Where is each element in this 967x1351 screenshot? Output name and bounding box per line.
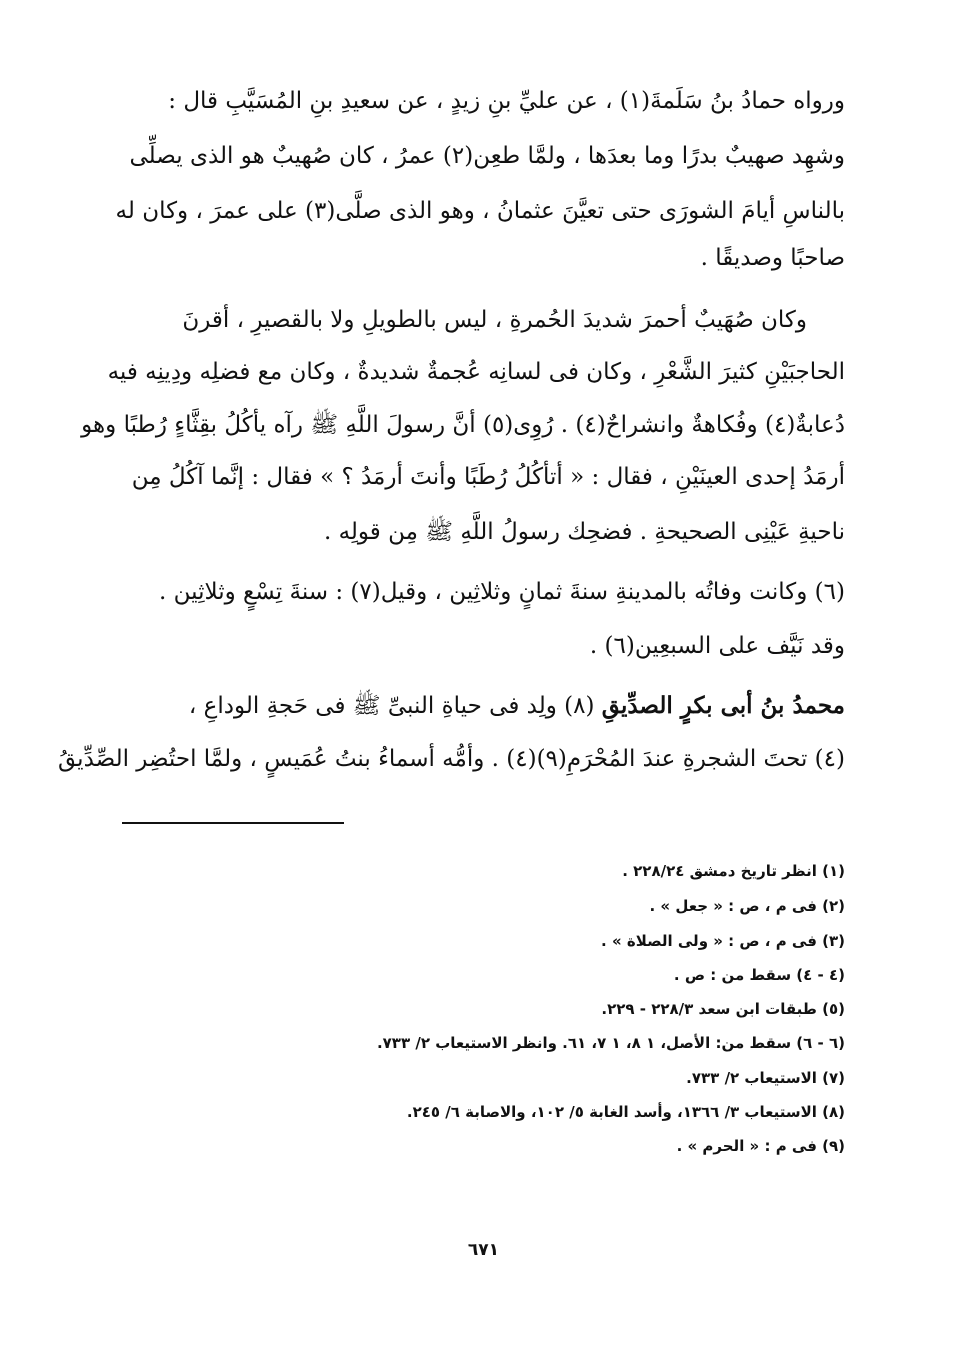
body-line: ورواه حمادُ بنُ سَلَمةَ(١) ، عن عليِّ بنِ زيدٍ ، عن سعيدِ بنِ المُسَيَّبِ قال : <box>168 88 845 114</box>
footnote: (١) انظر تاريخ دمشق ٢٢٨/٢٤ . <box>622 862 845 880</box>
footnote-divider <box>122 822 344 824</box>
footnote: (٧) الاستيعاب ٢/ ٧٣٣. <box>686 1069 845 1087</box>
footnote: (٢) فى م ، ص : « جعل » . <box>649 897 845 915</box>
entry-heading: محمدُ بنُ أبى بكرٍ الصدِّيقِ <box>601 692 845 719</box>
body-line: صاحبًا وصديقًا . <box>700 245 845 271</box>
body-line: وكان صُهَيبٌ أحمرَ شديدَ الحُمرةِ ، ليس بالطويلِ ولا بالقصيرِ ، أقرنَ <box>182 307 807 333</box>
footnote: (٤ - ٤) سقط من : ص . <box>673 966 845 984</box>
body-line: وشهِد صهيبٌ بدرًا وما بعدَها ، ولمَّا طعِن(٢) عمرُ ، كان صُهيبٌ هو الذى يصلِّى <box>129 143 845 169</box>
footnote: (٦ - ٦) سقط من: الأصل، ١ ٨، ١ ٧، ٦١. وانظر الاستيعاب ٢/ ٧٣٣. <box>376 1034 845 1052</box>
body-line: (٤) تحتَ الشجرةِ عندَ المُحْرَمِ(٩)(٤) . وأمُّه أسماءُ بنتُ عُمَيسٍ ، ولمَّا احتُضِر الصِّدِّيقُ <box>57 746 845 772</box>
entry-text: (٨) ولِد فى حياةِ النبىِّ ﷺ فى حَجةِ الوداعِ ، <box>188 693 595 719</box>
footnote: (٩) فى م : « الحرم » . <box>676 1137 845 1155</box>
body-line <box>122 691 845 721</box>
body-line: دُعابةٌ(٤) وفُكاهةٌ وانشراحٌ(٤) . رُوِى(٥) أنَّ رسولَ اللَّهِ ﷺ رآه يأكُلُ بقِثَّاءٍ رُطبًا وهو <box>81 412 845 438</box>
body-line: بالناسِ أيامَ الشورَى حتى تعيَّنَ عثمانُ ، وهو الذى صلَّى(٣) على عمرَ ، وكان له <box>115 198 845 224</box>
body-line: أرمَدُ إحدى العينَيْنِ ، فقال : « أتأكُلُ رُطَبًا وأنتَ أرمَدُ ؟ » فقال : إنَّما آكُلُ مِن <box>131 464 845 490</box>
footnote: (٨) الاستيعاب ٣/ ١٣٦٦، وأسد الغابة ٥/ ١٠٢، والاصابة ٦/ ٢٤٥. <box>406 1103 845 1121</box>
body-line: ناحيةِ عَيْنِى الصحيحةِ . فضحِك رسولُ اللَّهِ ﷺ مِن قولِه . <box>323 519 845 545</box>
body-line: الحاجبَيْنِ كثيرَ الشَّعْرِ ، وكان فى لسانِه عُجمةٌ شديدةٌ ، وكان مع فضلِه ودِينِه فيه <box>107 359 845 385</box>
footnote: (٥) طبقات ابن سعد ٢٢٨/٣ - ٢٢٩. <box>601 1000 845 1018</box>
footnote: (٣) فى م ، ص : « ولى الصلاة » . <box>601 932 845 950</box>
body-line: وقد نَيَّف على السبعِين(٦) . <box>589 633 845 659</box>
page-number: ٦٧١ <box>467 1240 500 1260</box>
body-line: (٦) وكانت وفاتُه بالمدينةِ سنةَ ثمانٍ وثلاثِين ، وقيل(٧) : سنةَ تِسْعٍ وثلاثِين . <box>159 579 845 605</box>
